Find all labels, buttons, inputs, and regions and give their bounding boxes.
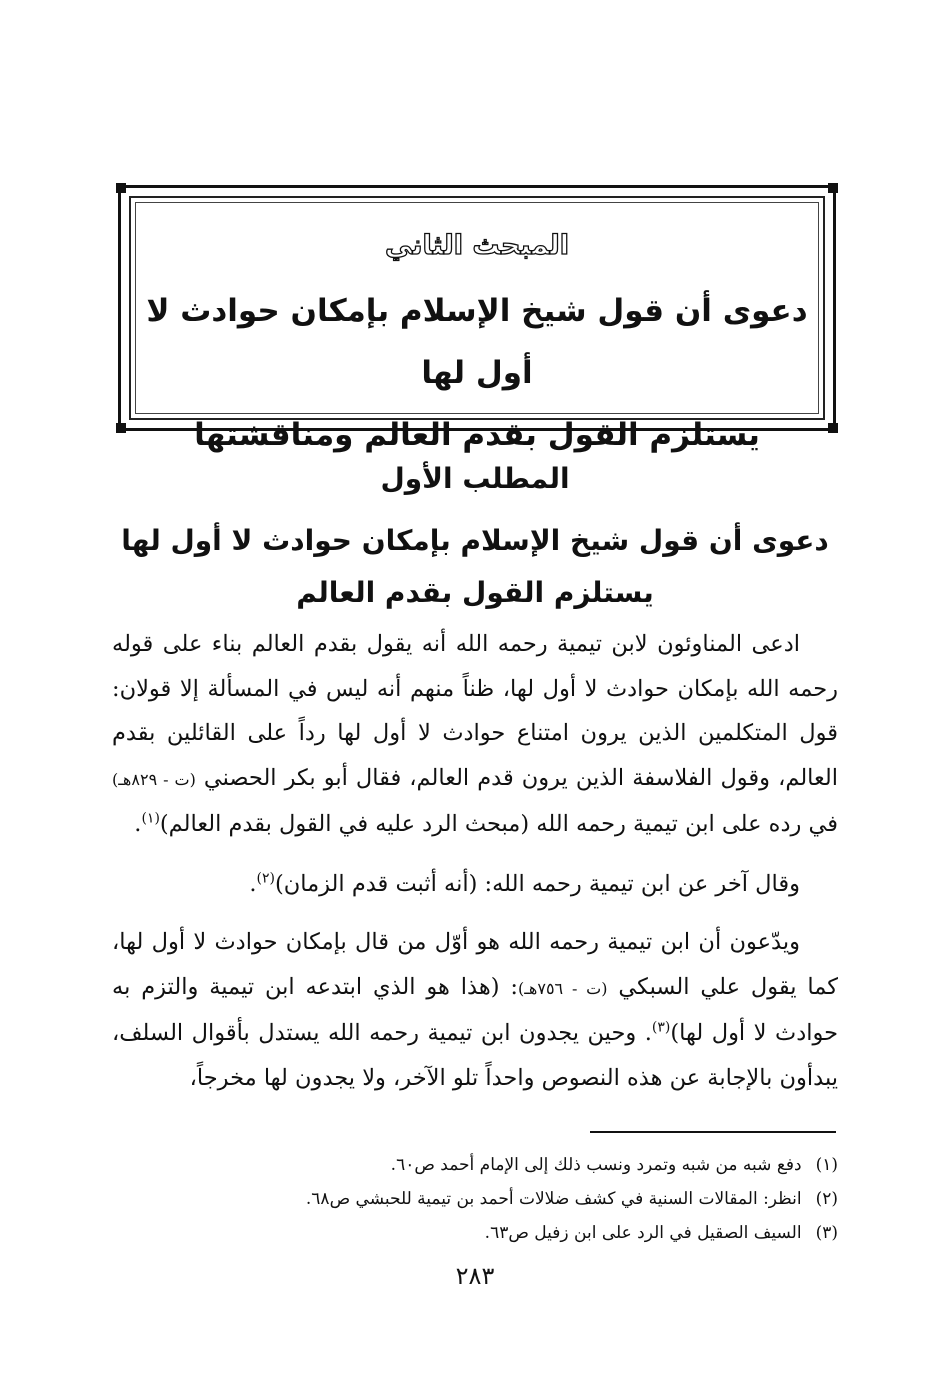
footnote-text: انظر: المقالات السنية في كشف ضلالات أحمد بن تيمية للحبشي ص٦٨. <box>305 1189 802 1209</box>
frame-corner-ornament <box>828 183 838 193</box>
footnote-ref: (٢) <box>256 870 275 887</box>
footnote-ref: (٣) <box>651 1019 671 1036</box>
paragraph-end: . <box>134 811 142 837</box>
section-title-line: يستلزم القول بقدم العالم <box>296 576 654 609</box>
frame-corner-ornament <box>828 423 838 433</box>
paragraph-end: . <box>249 871 257 897</box>
footnote-separator <box>590 1131 836 1133</box>
footnote <box>112 1216 838 1250</box>
footnote-text: السيف الصقيل في الرد على ابن زفيل ص٦٣. <box>484 1223 802 1243</box>
footnote <box>112 1148 838 1182</box>
paragraph-2 <box>112 862 838 907</box>
paragraph-3 <box>112 920 838 1100</box>
footnote-number: (٢) <box>815 1189 838 1209</box>
page-number: ٢٨٣ <box>455 1262 495 1290</box>
paragraph-text: ادعى المناوئون لابن تيمية رحمه الله أنه يقول بقدم العالم بناء على قوله رحمه الله بإمكان حوادث لا أول لها، ظناً منهم أنه ليس في المسألة إلا قولان: قول المتكلمين الذين يرون امتناع حوادث لا أول لها رداً على القائلين بقدم العالم، وقول الفلاسفة الذين يرون قدم العالم، فقال أبو بكر الحصني <box>112 631 838 791</box>
chapter-title-line: يستلزم القول بقدم العالم ومناقشتها <box>194 417 760 453</box>
chapter-title <box>141 280 813 466</box>
paragraph-1 <box>112 622 838 847</box>
frame-corner-ornament <box>116 423 126 433</box>
paragraph-text: وقال آخر عن ابن تيمية رحمه الله: (أنه أثبت قدم الزمان) <box>274 871 800 897</box>
death-date: (ت - ٨٢٩هـ) <box>112 769 196 789</box>
paragraph-text: . وحين يجدون ابن تيمية رحمه الله يستدل بأقوال السلف، يبدأون بالإجابة عن هذه النصوص واحداً تلو الآخر، ولا يجدون لها مخرجاً، <box>112 1020 838 1091</box>
section-title-line: دعوى أن قول شيخ الإسلام بإمكان حوادث لا أول لها <box>121 524 829 557</box>
footnote-number: (١) <box>815 1155 838 1175</box>
chapter-title-frame <box>118 185 836 453</box>
section-title <box>80 515 870 619</box>
footnote-text: دفع شبه من شبه وتمرد ونسب ذلك إلى الإمام أحمد ص٦٠. <box>390 1155 802 1175</box>
paragraph-text: : (هذا هو الذي ابتدعه ابن تيمية والتزم به حوادث لا أول لها) <box>112 973 838 1046</box>
paragraph-text: ويدّعون أن ابن تيمية رحمه الله هو أوّل من قال بإمكان حوادث لا أول لها، كما يقول علي السبكي <box>112 929 839 1000</box>
chapter-label: المبحث الثاني <box>385 230 569 261</box>
frame-corner-ornament <box>116 183 126 193</box>
paragraph-text: في رده على ابن تيمية رحمه الله (مبحث الرد عليه في القول بقدم العالم) <box>159 811 838 837</box>
death-date: (ت - ٧٥٦هـ) <box>517 978 608 998</box>
footnote-number: (٣) <box>815 1223 838 1243</box>
section-label: المطلب الأول <box>380 462 570 495</box>
footnotes <box>112 1148 838 1250</box>
footnote-ref: (١) <box>141 810 160 827</box>
footnote <box>112 1182 838 1216</box>
chapter-title-line: دعوى أن قول شيخ الإسلام بإمكان حوادث لا أول لها <box>146 293 808 391</box>
